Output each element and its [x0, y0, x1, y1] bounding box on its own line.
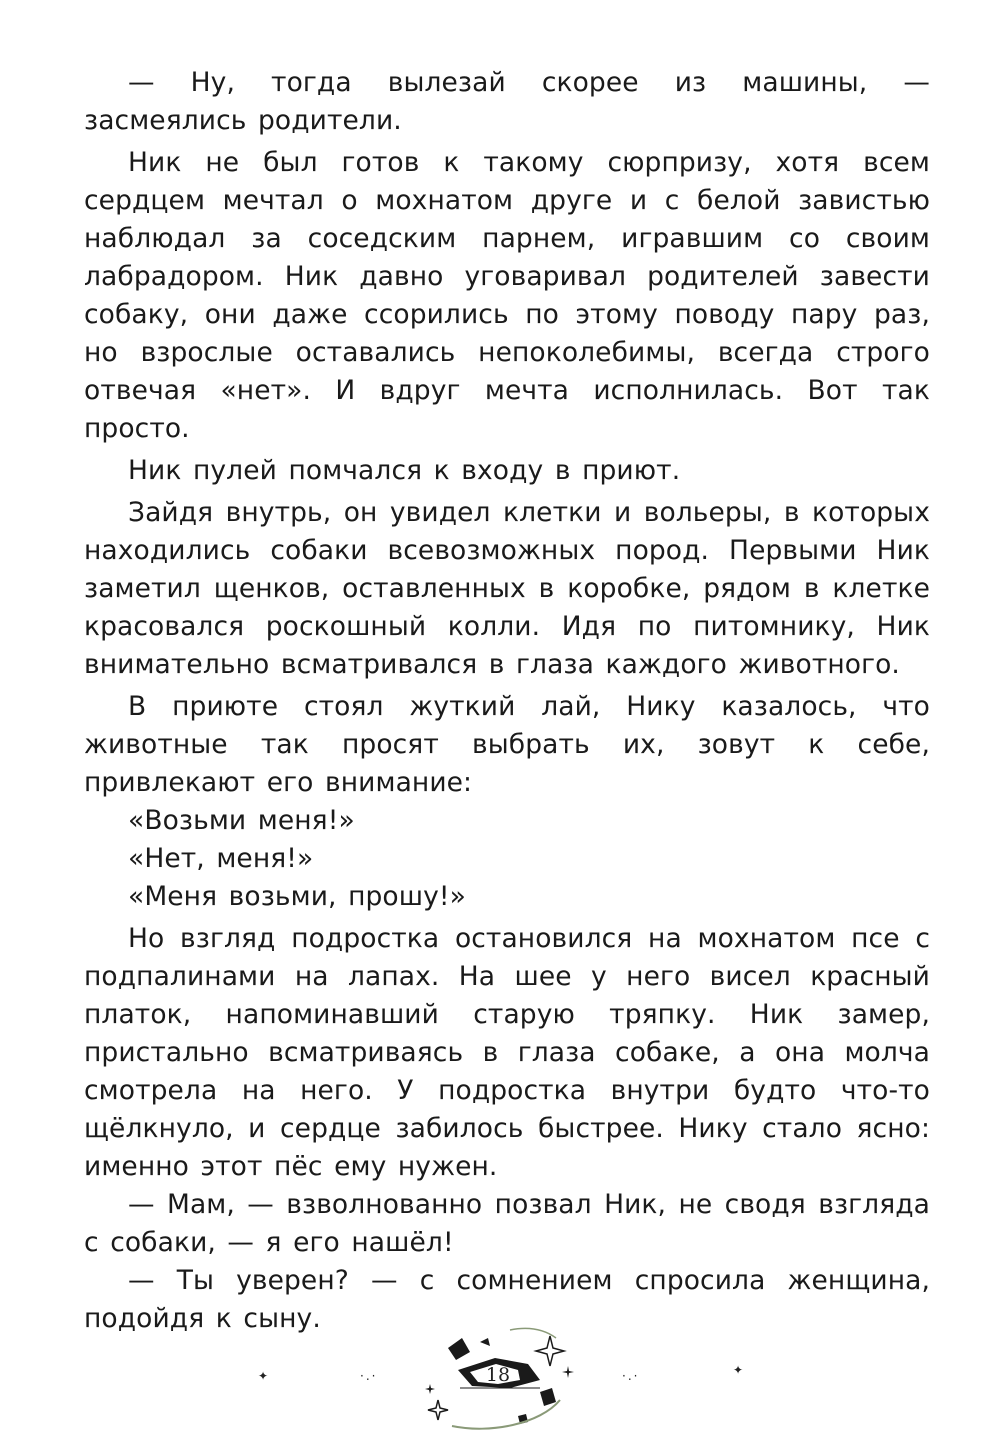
paragraph-6: Но взгляд подростка остановился на мохнатом псе с подпалинами на лапах. На шее у него висел красный платок, напоминавший старую тряпку. Ник замер, пристально всматриваясь в глаза собаке, а она молча смотрела на него. У подростка внутри будто что-то щёлкнуло, и сердце забилось быстрее. Нику стало ясно: именно этот пёс ему нужен. [84, 923, 930, 1182]
paragraph-3: Ник пулей помчался к входу в приют. [128, 455, 681, 486]
quote-line-2: «Нет, меня!» [128, 843, 314, 874]
paragraph-2: Ник не был готов к такому сюрпризу, хотя всем сердцем мечтал о мохнатом друге и с белой завистью наблюдал за соседским парнем, игравшим со своим лабрадором. Ник давно уговаривал родителей завести собаку, они даже ссорились по этому поводу пару раз, но взрослые оставались непоколебимы, всегда строго отвечая «нет». И вдруг мечта исполнилась. Вот так просто. [84, 147, 930, 444]
star-dot-icon: ✦ [258, 1369, 269, 1383]
page-body [84, 64, 930, 1338]
dialogue-line-1: — Мам, — взволнованно позвал Ник, не сводя взгляда с собаки, — я его нашёл! [84, 1189, 930, 1258]
dots-icon: ·.· [622, 1369, 640, 1383]
paragraph-1: — Ну, тогда вылезай скорее из машины, — засмеялись родители. [84, 67, 930, 136]
quote-line-1: «Возьми меня!» [128, 805, 355, 836]
page-number: 18 [485, 1364, 511, 1386]
page-footer [0, 1300, 1000, 1441]
paragraph-4: Зайдя внутрь, он увидел клетки и вольеры, в которых находились собаки всевозможных пород. Первыми Ник заметил щенков, оставленных в коробке, рядом в клетке красовался роскошный колли. Идя по питомнику, Ник внимательно всматривался в глаза каждого животного. [84, 497, 930, 680]
dialogue-line-2: — Ты уверен? — с сомнением спросила женщина, подойдя к сыну. [84, 1265, 930, 1334]
dots-icon: ·.· [360, 1369, 378, 1383]
star-dot-icon: ✦ [733, 1363, 744, 1377]
paragraph-5: В приюте стоял жуткий лай, Нику казалось, что животные так просят выбрать их, зовут к себе, привлекают его внимание: [84, 691, 930, 798]
quote-line-3: «Меня возьми, прошу!» [128, 881, 466, 912]
